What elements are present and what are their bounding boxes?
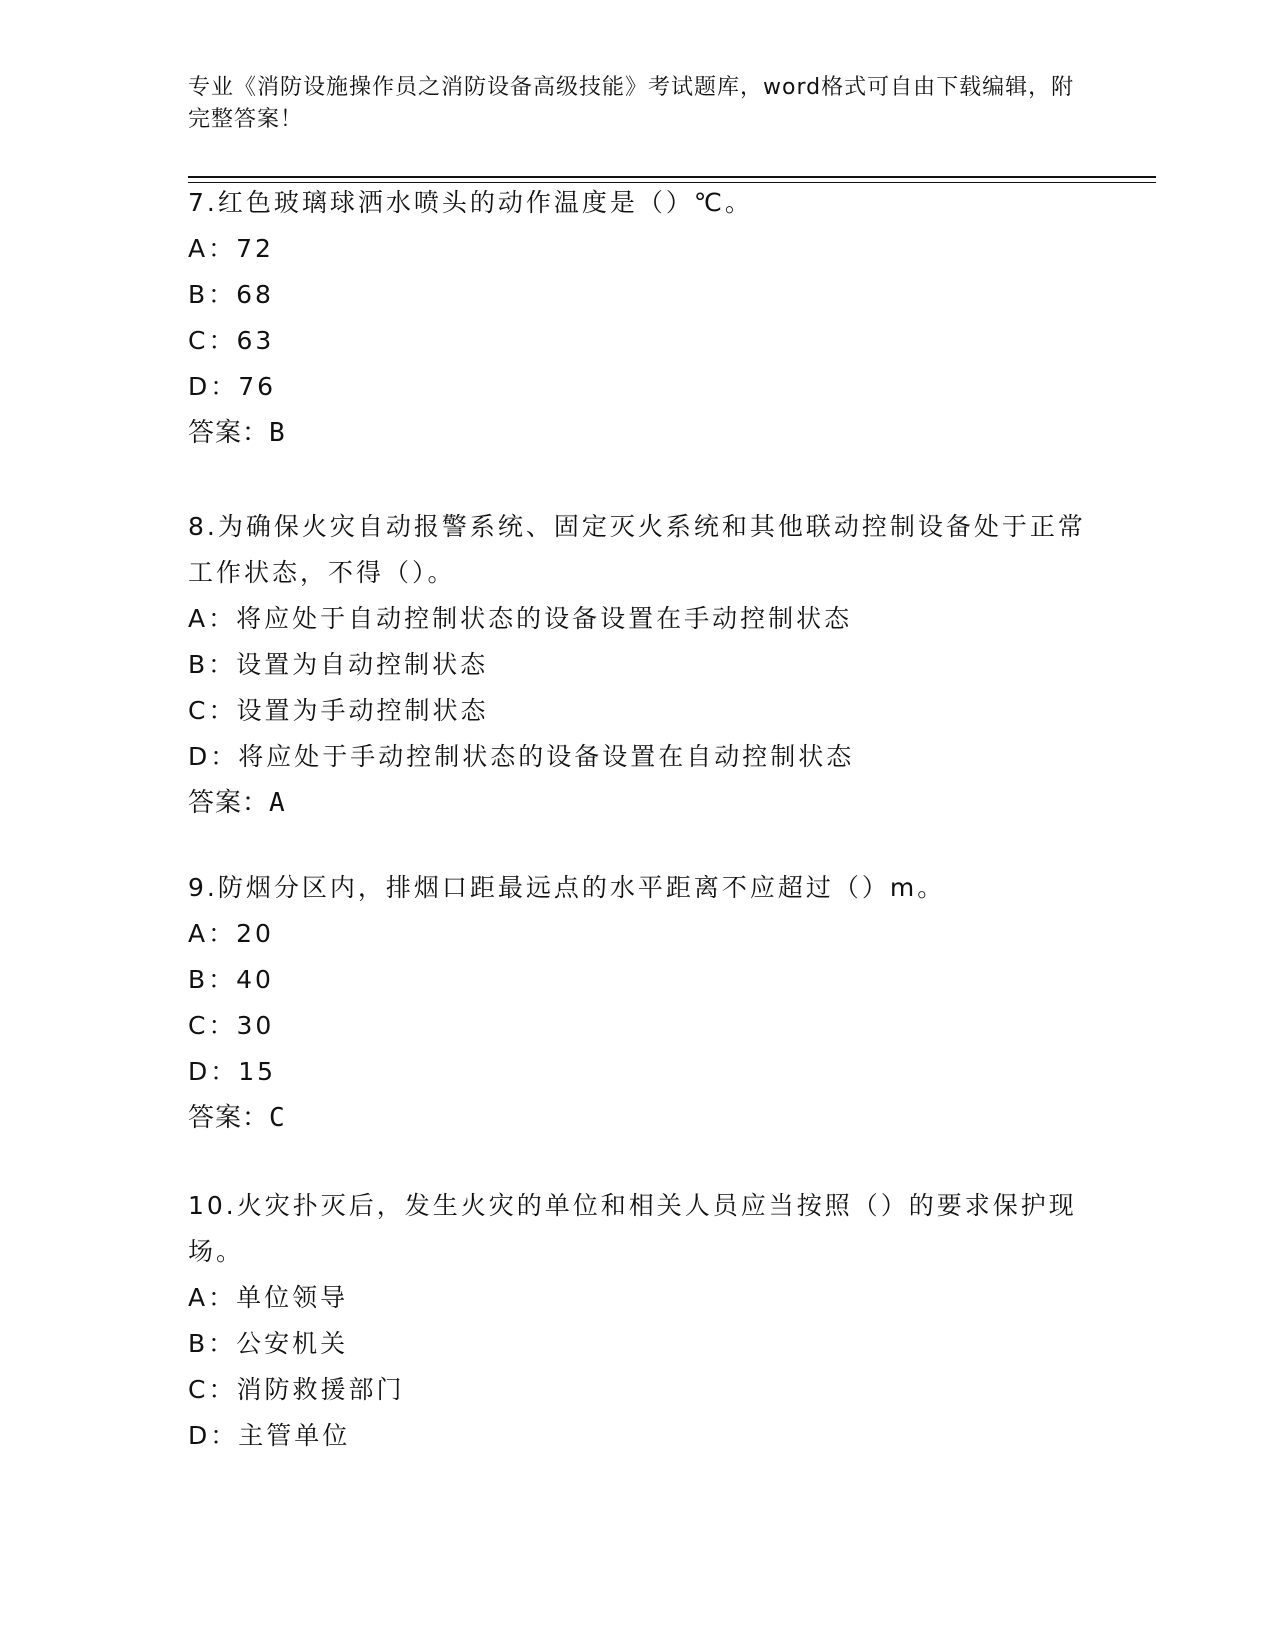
option-c: C：30 [188,1011,275,1040]
question-stem: 10.火灾扑灭后，发生火灾的单位和相关人员应当按照（）的要求保护现场。 [188,1191,1077,1266]
option-a: A：20 [188,919,274,948]
option-b: B：公安机关 [188,1329,349,1358]
question-7 [188,180,1088,456]
answer-line: 答案：B [188,418,286,448]
option-b: B：设置为自动控制状态 [188,650,489,679]
question-stem: 9.防烟分区内，排烟口距最远点的水平距离不应超过（）m。 [188,873,946,902]
question-10 [188,1183,1088,1459]
document-header [188,72,1088,136]
option-d: D：76 [188,372,277,401]
option-b: B：68 [188,280,274,309]
answer-line: 答案：C [188,1103,286,1133]
option-c: C：设置为手动控制状态 [188,696,489,725]
option-c: C：63 [188,326,275,355]
question-stem: 7.红色玻璃球洒水喷头的动作温度是（）℃。 [188,188,753,217]
option-b: B：40 [188,965,274,994]
option-a: A：72 [188,234,274,263]
option-d: D：将应处于手动控制状态的设备设置在自动控制状态 [188,742,855,771]
option-d: D：主管单位 [188,1421,351,1450]
option-a: A：单位领导 [188,1283,349,1312]
option-a: A：将应处于自动控制状态的设备设置在手动控制状态 [188,604,853,633]
option-c: C：消防救援部门 [188,1375,405,1404]
question-9 [188,865,1088,1141]
answer-line: 答案：A [188,788,286,818]
header-intro-text: 专业《消防设施操作员之消防设备高级技能》考试题库，word格式可自由下载编辑，附完整答案！ [188,75,1075,132]
question-stem: 8.为确保火灾自动报警系统、固定灭火系统和其他联动控制设备处于正常工作状态，不得（）。 [188,512,1086,587]
option-d: D：15 [188,1057,277,1086]
header-rule-thick [188,176,1156,178]
question-8 [188,504,1088,826]
